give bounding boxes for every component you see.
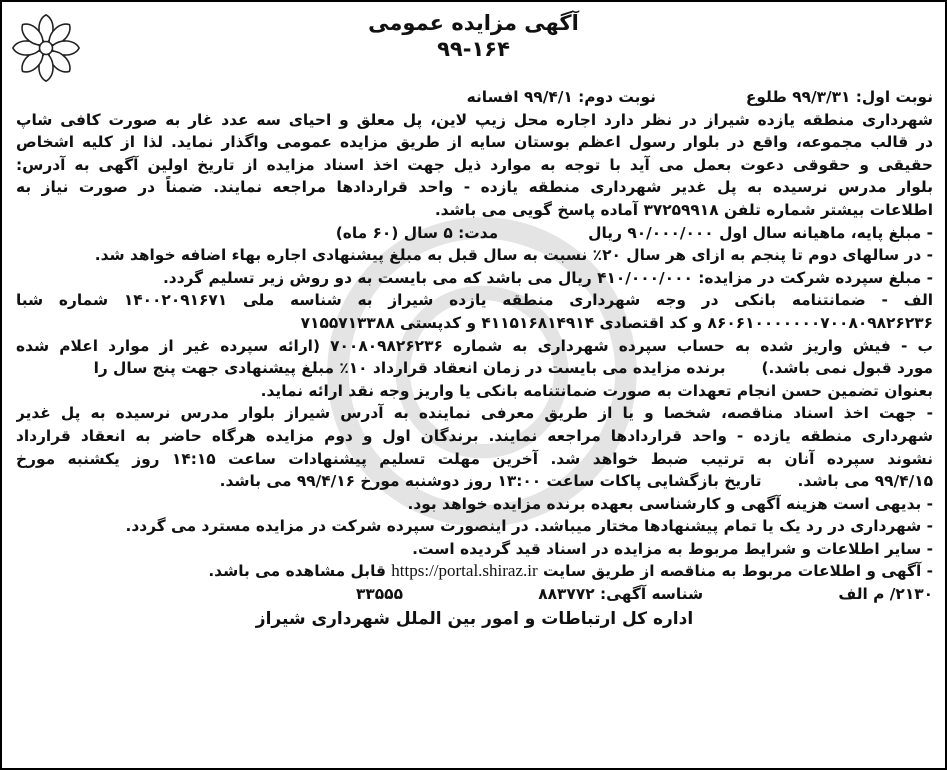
footer-ids	[16, 583, 933, 606]
option-b-line: ب - فیش واریز شده به حساب سپرده شهرداری به شماره ۷۰۰۸۰۹۸۲۶۲۳۶ (ارائه سپرده غیر از موارد اعلام شده	[16, 336, 933, 355]
winner-guarantee: برنده مزایده می بایست در زمان انعقاد قرارداد ۱۰٪ مبلغ پیشنهادی جهت پنج سال را	[93, 359, 726, 378]
intro-line: بلوار مدرس نرسیده به پل غدیر شهرداری منطقه یازده - واحد قراردادها مراجعه نمایند. ضمناً در صورت نیاز به	[16, 178, 933, 197]
documents-line: شهرداری منطقه یازده - واحد قراردادها مراجعه نمایند. برندگان اول و دوم مزایده هرگاه حاضر به انعقاد قرارداد	[16, 426, 933, 445]
footer-ad-number: ۳۳۵۵۵	[356, 585, 403, 604]
intro-line: شهرداری منطقه یازده شیراز در نظر دارد اجاره محل زیپ لاین، پل معلق و احیای سه عدد غار به صورت کافی شاپ	[16, 110, 933, 129]
website-link[interactable]: https://portal.shiraz.ir	[391, 561, 538, 581]
documents-line: نشوند سپرده آنان به ترتیب ضبط خواهد شد. آخرین مهلت تسلیم پیشنهادات ساعت ۱۴:۱۵ روز یکشنبه مورخ	[16, 449, 933, 468]
option-b-note: مورد قبول نمی باشد.)	[761, 359, 933, 378]
website-before: - آگهی و اطلاعات مربوط به مناقصه از طریق سایت	[543, 562, 933, 581]
base-price-line	[16, 222, 933, 245]
base-price: - مبلغ پایه، ماهیانه سال اول ۹۰/۰۰۰/۰۰۰ ریال	[588, 223, 933, 242]
intro-line: در قالب مجموعه، واقع در بلوار رسول اعظم بوستان سایه از طریق مزایده عمومی واگذار نماید. لذا از کلیه اشخاص	[16, 133, 933, 152]
intro-line: حقیقی و حقوقی دعوت بعمل می آید با توجه به موارد ذیل جهت اخذ اسناد مزایده از تاریخ اولین آگهی به آدرس:	[16, 155, 933, 174]
notice-number: ۹۹-۱۶۴	[437, 37, 510, 61]
issuing-office: اداره کل ارتباطات و امور بین الملل شهرداری شیراز	[255, 608, 694, 629]
deposit-line: - مبلغ سپرده شرکت در مزایده: ۴۱۰/۰۰۰/۰۰۰ ریال می باشد که می بایست به دو روش زیر تسلیم گردد.	[162, 268, 933, 287]
notice-title: آگهی مزایده عمومی	[368, 11, 579, 35]
intro-line: اطلاعات بیشتر شماره تلفن ۳۷۲۵۹۹۱۸ آماده پاسخ گویی می باشد.	[434, 200, 933, 219]
option-b-line	[16, 357, 933, 380]
other-info-line: - سایر اطلاعات و شرایط مربوط به مزایده در اسناد قید گردیده است.	[412, 539, 933, 558]
second-publication: نوبت دوم: ۹۹/۴/۱ افسانه	[466, 88, 656, 106]
first-publication: نوبت اول: ۹۹/۳/۳۱ طلوع	[745, 88, 933, 106]
documents-line	[16, 470, 933, 493]
title-block	[2, 10, 945, 62]
schedule-line	[16, 86, 933, 109]
shiraz-municipality-logo-icon	[10, 12, 82, 84]
footer-code: ۲۱۳۰/ م الف	[838, 585, 933, 604]
contract-duration: مدت: ۵ سال (۶۰ ماه)	[335, 223, 499, 242]
opening-date: تاریخ بازگشایی پاکات ساعت ۱۳:۰۰ روز دوشنبه مورخ ۹۹/۴/۱۶ می باشد.	[219, 472, 762, 491]
rejection-line: - شهرداری در رد یک یا تمام پیشنهادها مختار میباشد. در اینصورت سپرده شرکت در مزایده مسترد می گردد.	[125, 517, 933, 536]
website-line	[16, 560, 933, 583]
documents-line: - جهت اخذ اسناد مناقصه، شخصا و یا از طریق معرفی نماینده به آدرس شیراز بلوار مدرس نرسیده به پل غدیر	[16, 404, 933, 423]
increase-line: - در سالهای دوم تا پنجم به ازای هر سال ۲۰٪ نسبت به سال قبل به مبلغ پیشنهادی اجاره بهاء اضافه خواهد شد.	[94, 246, 933, 265]
footer-ad-id: شناسه آگهی: ۸۸۳۷۷۲	[538, 585, 704, 604]
costs-line: - بدیهی است هزینه آگهی و کارشناسی بعهده برنده مزایده خواهد بود.	[407, 494, 933, 513]
option-b-line: بعنوان تضمین حسن انجام تعهدات به صورت ضمانتنامه بانکی یا واریز وجه نقد ارائه نماید.	[260, 381, 933, 400]
option-a-line: ۸۶۰۶۱۰۰۰۰۰۰۰۷۰۰۸۰۹۸۲۶۲۳۶ و کد اقتصادی ۴۱۱۵۱۶۸۱۴۹۱۴ و کدپستی ۷۱۵۵۷۱۳۳۸۸	[300, 313, 933, 332]
notice-body	[16, 86, 933, 630]
deadline-date: ۹۹/۴/۱۵ می باشد.	[797, 472, 933, 491]
website-after: قابل مشاهده می باشد.	[208, 562, 386, 581]
option-a-line: الف - ضمانتنامه بانکی در وجه شهرداری منطقه یازده شیراز به شناسه ملی ۱۴۰۰۲۰۹۱۶۷۱ شماره شبا	[16, 291, 933, 310]
